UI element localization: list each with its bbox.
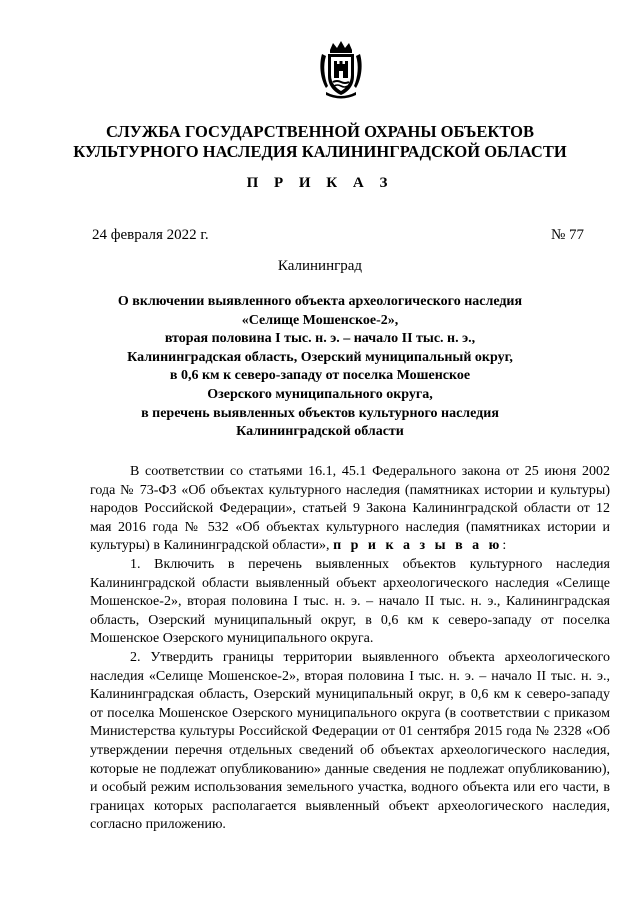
document-number: № 77 — [550, 227, 584, 243]
subject-line: в перечень выявленных объектов культурного наследия — [141, 405, 499, 421]
preamble-paragraph — [90, 463, 610, 556]
agency-name-line-1: СЛУЖБА ГОСУДАРСТВЕННОЙ ОХРАНЫ ОБЪЕКТОВ — [105, 122, 534, 141]
order-item-2: 2. Утвердить границы территории выявленного объекта археологического наследия «Селище Мошенское-2», вторая половина I тыс. н. э. – начало II тыс. н. э., Калининградская область, Озерский муниципальный округ, в 0,6 км к северо-западу от поселка Мошенское Озерского муниципального округа (в соответствии с приказом Министерства культуры Российской Федерации от 01 сентября 2015 года № 2328 «Об утверждении перечня отдельных сведений об объектах археологического наследия, которые не подлежат опубликованию» данные сведения не подлежат опубликованию), и особый режим использования земельного участка, водного объекта или его части, в границах которых располагается выявленный объект археологического наследия, согласно приложению. — [90, 649, 610, 833]
agency-name-line-2: КУЛЬТУРНОГО НАСЛЕДИЯ КАЛИНИНГРАДСКОЙ ОБЛАСТИ — [73, 142, 567, 161]
subject-line: О включении выявленного объекта археологического наследия — [117, 294, 523, 309]
document-city: Калининград — [277, 258, 363, 274]
coat-of-arms-icon — [318, 40, 364, 100]
subject-line: Калининградской области — [236, 424, 404, 440]
order-keyword: п р и к а з ы в а ю — [333, 538, 503, 554]
document-date: 24 февраля 2022 г. — [92, 227, 209, 243]
document-body — [90, 463, 610, 835]
preamble-end: : — [502, 538, 507, 554]
subject-line: «Селище Мошенское-2», — [241, 312, 399, 328]
subject-line: в 0,6 км к северо-западу от поселка Мошенское — [169, 368, 471, 384]
subject-line: Озерского муниципального округа, — [207, 386, 433, 402]
order-item-1: 1. Включить в перечень выявленных объектов культурного наследия Калининградской области выявленный объект археологического наследия «Селище Мошенское-2», вторая половина I тыс. н. э. – начало II тыс. н. э., Калининградская область, Озерский муниципальный округ, в 0,6 км к северо-западу от поселка Мошенское Озерского муниципального округа. — [90, 556, 610, 647]
subject-line: Калининградская область, Озерский муниципальный округ, — [127, 349, 513, 365]
coat-of-arms-emblem — [318, 40, 364, 100]
document-subject — [70, 293, 570, 442]
subject-line: вторая половина I тыс. н. э. – начало II тыс. н. э., — [164, 331, 476, 347]
agency-name — [60, 122, 580, 162]
preamble-text: В соответствии со статьями 16.1, 45.1 Федерального закона от 25 июня 2002 года № 73-ФЗ «Об объектах культурного наследия (памятниках истории и культуры) народов Российской Федерации», статьей 9 Закона Калининградской области от 12 мая 2016 года № 532 «Об объектах культурного наследия (памятниках истории и культуры) в Калининградской области», — [90, 464, 610, 554]
document-type: П Р И К А З — [246, 175, 394, 191]
